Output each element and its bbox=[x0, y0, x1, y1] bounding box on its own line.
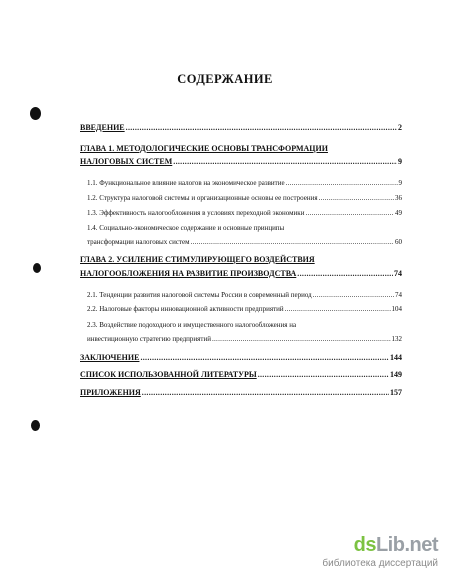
watermark-tagline: библиотека диссертаций bbox=[322, 558, 438, 569]
toc-entry-label: 2.1. Тенденции развития налоговой системы России в современный период bbox=[87, 291, 312, 299]
leader-dots bbox=[305, 210, 394, 217]
toc-chapter-2[interactable] bbox=[80, 270, 402, 278]
toc-entry-intro[interactable] bbox=[80, 124, 402, 132]
leader-dots bbox=[126, 124, 397, 132]
toc-chapter-2-line1[interactable] bbox=[80, 256, 315, 264]
toc-entry-label: трансформации налоговых систем bbox=[87, 238, 190, 246]
toc-entry-label: НАЛОГООБЛОЖЕНИЯ НА РАЗВИТИЕ ПРОИЗВОДСТВА bbox=[80, 269, 297, 278]
toc-section-1-1[interactable] bbox=[87, 180, 402, 187]
leader-dots bbox=[191, 239, 394, 246]
toc-page-number: 2 bbox=[398, 123, 402, 132]
toc-chapter-1-line1[interactable] bbox=[80, 145, 328, 153]
watermark-logo: dsLib.net bbox=[353, 534, 438, 556]
toc-entry-label: ГЛАВА 1. МЕТОДОЛОГИЧЕСКИЕ ОСНОВЫ ТРАНСФОРМАЦИИ bbox=[80, 144, 328, 153]
toc-page-number: 149 bbox=[390, 370, 402, 379]
toc-page-number: 104 bbox=[391, 305, 402, 313]
leader-dots bbox=[297, 270, 393, 278]
page-title: СОДЕРЖАНИЕ bbox=[177, 72, 273, 86]
toc-page-number: 9 bbox=[398, 179, 402, 187]
leader-dots bbox=[140, 354, 389, 362]
toc-entry-label: СПИСОК ИСПОЛЬЗОВАННОЙ ЛИТЕРАТУРЫ bbox=[80, 370, 257, 379]
toc-entry-label: 1.1. Функциональное влияние налогов на экономическое развитие bbox=[87, 179, 285, 187]
leader-dots bbox=[173, 158, 397, 166]
leader-dots bbox=[319, 195, 394, 202]
toc-entry-label: 2.3. Воздействие подоходного и имущественного налогообложения на bbox=[87, 321, 297, 329]
watermark-brand bbox=[322, 534, 438, 569]
toc-entry-label: инвестиционную стратегию предприятий bbox=[87, 335, 211, 343]
leader-dots bbox=[313, 292, 394, 299]
toc-page-number: 157 bbox=[390, 388, 402, 397]
scan-blot bbox=[33, 263, 41, 273]
toc-entry-label: 2.2. Налоговые факторы инновационной активности предприятий bbox=[87, 305, 284, 313]
leader-dots bbox=[258, 371, 389, 379]
leader-dots bbox=[285, 306, 391, 313]
toc-entry-appendix[interactable] bbox=[80, 389, 402, 397]
toc-section-1-3[interactable] bbox=[87, 210, 402, 217]
toc-entry-label: 1.2. Структура налоговой системы и организационные основы ее построения bbox=[87, 194, 318, 202]
toc-section-2-2[interactable] bbox=[87, 306, 402, 313]
toc-section-2-3[interactable] bbox=[87, 336, 402, 343]
toc-page-number: 74 bbox=[395, 291, 402, 299]
toc-page-number: 144 bbox=[390, 353, 402, 362]
toc-entry-label: ПРИЛОЖЕНИЯ bbox=[80, 388, 141, 397]
scan-blot bbox=[30, 107, 41, 120]
toc-section-1-4-line1[interactable] bbox=[87, 225, 284, 232]
toc-section-1-4[interactable] bbox=[87, 239, 402, 246]
leader-dots bbox=[142, 389, 389, 397]
toc-page-number: 60 bbox=[395, 238, 402, 246]
toc-chapter-1[interactable] bbox=[80, 158, 402, 166]
toc-section-2-3-line1[interactable] bbox=[87, 322, 296, 329]
toc-entry-label: 1.3. Эффективность налогообложения в условиях переходной экономики bbox=[87, 209, 305, 217]
toc-page-number: 132 bbox=[391, 335, 402, 343]
leader-dots bbox=[286, 180, 398, 187]
scan-blot bbox=[31, 420, 40, 431]
toc-entry-label: ГЛАВА 2. УСИЛЕНИЕ СТИМУЛИРУЮЩЕГО ВОЗДЕЙСТВИЯ bbox=[80, 255, 315, 264]
leader-dots bbox=[212, 336, 391, 343]
toc-entry-label: ЗАКЛЮЧЕНИЕ bbox=[80, 353, 140, 362]
toc-entry-conclusion[interactable] bbox=[80, 354, 402, 362]
toc-section-1-2[interactable] bbox=[87, 195, 402, 202]
toc-page-number: 49 bbox=[395, 209, 402, 217]
toc-page-number: 36 bbox=[395, 194, 402, 202]
toc-page-number: 74 bbox=[394, 269, 402, 278]
toc-section-2-1[interactable] bbox=[87, 292, 402, 299]
toc-entry-label: 1.4. Социально-экономическое содержание и основные принципы bbox=[87, 224, 285, 232]
toc-page-number: 9 bbox=[398, 157, 402, 166]
toc-entry-label: НАЛОГОВЫХ СИСТЕМ bbox=[80, 157, 173, 166]
toc-entry-references[interactable] bbox=[80, 371, 402, 379]
toc-entry-label: ВВЕДЕНИЕ bbox=[80, 123, 125, 132]
